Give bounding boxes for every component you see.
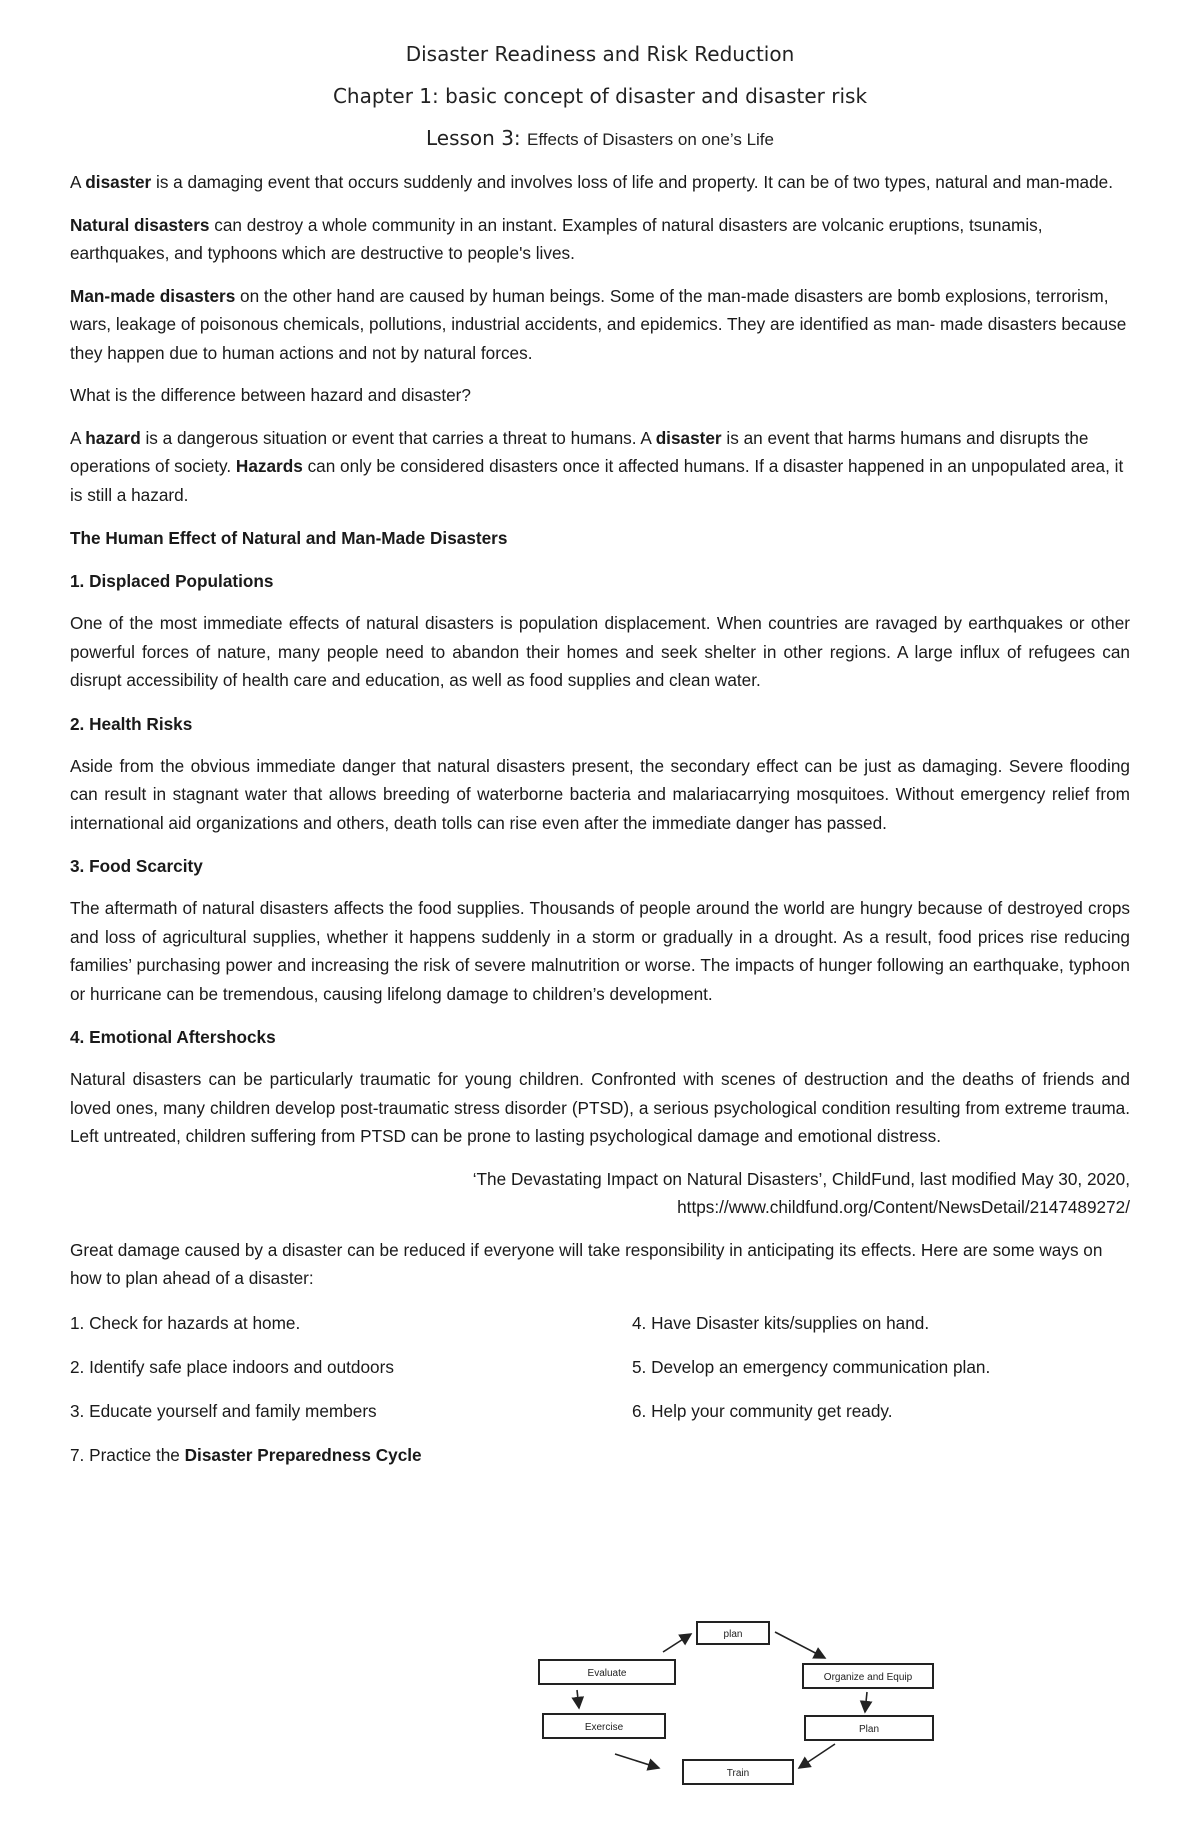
text-run: can destroy a whole community in an instant. Examples of natural disasters are volcanic eruptions, tsunamis, earthquakes, and typhoons which are destructive to people's lives. xyxy=(70,214,1043,264)
lesson-prefix: Lesson 3: xyxy=(426,126,521,150)
cycle-node-train xyxy=(683,1760,793,1784)
hazard-question: What is the difference between hazard and disaster? xyxy=(70,385,471,406)
citation-source: ‘The Devastating Impact on Natural Disasters’, ChildFund, last modified May 30, 2020, xyxy=(472,1168,1130,1189)
step-7 xyxy=(70,1441,1130,1469)
bold-term: disaster xyxy=(655,427,722,448)
cycle-node-organize-and-equip xyxy=(803,1664,933,1688)
cycle-arrow xyxy=(663,1634,691,1652)
text-run: is a damaging event that occurs suddenly and involves loss of life and property. It can be of two types, natural and man-made. xyxy=(151,172,1113,193)
cycle-node-plan xyxy=(697,1622,769,1644)
step-item: 2. Identify safe place indoors and outdoors xyxy=(70,1356,394,1377)
step-item: 5. Develop an emergency communication plan. xyxy=(632,1356,991,1377)
document-page xyxy=(70,38,1130,1469)
effect-body: The aftermath of natural disasters affects the food supplies. Thousands of people around the world are hungry because of destroyed crops and loss of agricultural supplies, whether it happens suddenly in a storm or gradually in a drought. As a result, food prices rise reducing families’ purchasing power and increasing the risk of severe malnutrition or worse. The impacts of hunger following an earthquake, typhoon or hurricane can be tremendous, causing lifelong damage to children’s development. xyxy=(70,898,1130,1004)
bold-term: disaster xyxy=(85,172,152,193)
text-run: on the other hand are caused by human beings. Some of the man-made disasters are bomb explosions, terrorism, wars, leakage of poisonous chemicals, pollutions, industrial accidents, and epidemics. They are identified as man- made disasters because they happen due to human actions and not by natural forces. xyxy=(70,285,1127,363)
effect-body: Aside from the obvious immediate danger that natural disasters present, the secondary effect can be just as damaging. Severe flooding can result in stagnant water that allows breeding of waterborne bacteria and malariacarrying mosquitoes. Without emergency relief from international aid organizations and others, death tolls can rise even after the immediate danger has passed. xyxy=(70,755,1130,833)
bold-term: Natural disasters xyxy=(70,214,210,235)
bold-term: Hazards xyxy=(235,456,303,477)
cycle-arrow xyxy=(865,1692,867,1712)
step-item: 3. Educate yourself and family members xyxy=(70,1400,377,1421)
step-item: 1. Check for hazards at home. xyxy=(70,1312,301,1333)
bold-term: Disaster Preparedness Cycle xyxy=(184,1444,422,1465)
cycle-node-evaluate xyxy=(539,1660,675,1684)
cycle-arrow xyxy=(615,1754,659,1768)
bold-term: hazard xyxy=(85,427,141,448)
node-label: Plan xyxy=(858,1724,880,1735)
chapter-title: Chapter 1: basic concept of disaster and disaster risk xyxy=(332,84,868,108)
cycle-arrow xyxy=(775,1632,825,1658)
planning-steps xyxy=(70,1309,1130,1425)
citation-url: https://www.childfund.org/Content/NewsDetail/2147489272/ xyxy=(677,1197,1130,1218)
course-title: Disaster Readiness and Risk Reduction xyxy=(405,42,795,66)
citation xyxy=(70,1165,1130,1222)
effects-heading: The Human Effect of Natural and Man-Made Disasters xyxy=(70,528,508,549)
node-label: plan xyxy=(723,1629,743,1640)
text-run: 7. Practice the xyxy=(70,1444,185,1465)
man-made-disasters-paragraph xyxy=(70,282,1130,368)
text-run: is a dangerous situation or event that carries a threat to humans. A xyxy=(140,427,656,448)
node-label: Train xyxy=(726,1768,750,1779)
node-label: Evaluate xyxy=(587,1668,627,1679)
node-label: Organize and Equip xyxy=(823,1672,913,1683)
text-run: is an event that harms humans and disrupts the operations of society. xyxy=(70,427,1089,477)
text-run: A xyxy=(70,427,86,448)
disaster-definition xyxy=(70,168,1130,197)
effect-title: 4. Emotional Aftershocks xyxy=(70,1027,276,1048)
cycle-arrow xyxy=(577,1690,579,1708)
effect-body: Natural disasters can be particularly traumatic for young children. Confronted with scenes of destruction and the deaths of friends and loved ones, many children develop post-traumatic stress disorder (PTSD), a serious psychological condition resulting from extreme trauma. Left untreated, children suffering from PTSD can be prone to lasting psychological damage and emotional distress. xyxy=(70,1069,1130,1147)
step-item: 6. Help your community get ready. xyxy=(632,1400,893,1421)
bold-term: Man-made disasters xyxy=(70,285,236,306)
lesson-name: Effects of Disasters on one’s Life xyxy=(527,130,774,149)
cycle-node-exercise xyxy=(543,1714,665,1738)
natural-disasters-paragraph xyxy=(70,211,1130,268)
lesson-title xyxy=(70,126,1130,150)
node-label: Exercise xyxy=(584,1722,624,1733)
text-run: A xyxy=(70,172,86,193)
hazard-vs-disaster-paragraph xyxy=(70,424,1130,510)
cycle-arrow xyxy=(799,1744,835,1768)
effect-title: 3. Food Scarcity xyxy=(70,856,203,877)
effect-body: One of the most immediate effects of natural disasters is population displacement. When countries are ravaged by earthquakes or other powerful forces of nature, many people need to abandon their homes and seek shelter in other regions. A large influx of refugees can disrupt accessibility of health care and education, as well as food supplies and clean water. xyxy=(70,613,1130,691)
text-run: can only be considered disasters once it affected humans. If a disaster happened in an unpopulated area, it is still a hazard. xyxy=(70,456,1124,505)
effect-title: 2. Health Risks xyxy=(70,713,193,734)
planning-intro: Great damage caused by a disaster can be reduced if everyone will take responsibility in anticipating its effects. Here are some ways on how to plan ahead of a disaster: xyxy=(70,1239,1103,1289)
effect-title: 1. Displaced Populations xyxy=(70,571,274,592)
preparedness-cycle-diagram xyxy=(535,1618,955,1798)
step-item: 4. Have Disaster kits/supplies on hand. xyxy=(632,1312,930,1333)
cycle-node-plan-2 xyxy=(805,1716,933,1740)
